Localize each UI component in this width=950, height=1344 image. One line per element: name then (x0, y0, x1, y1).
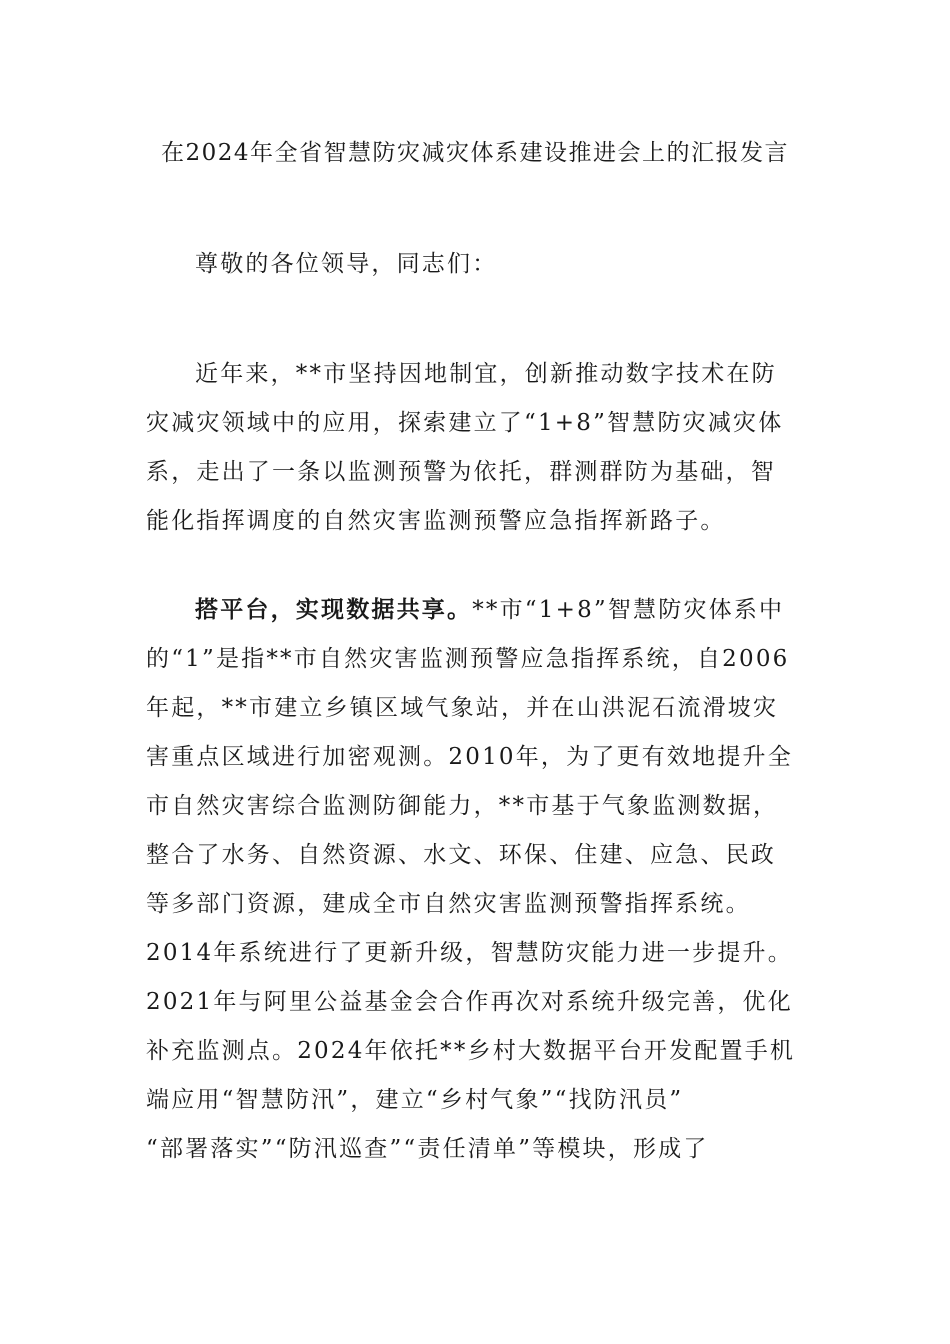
paragraph-line: 能化指挥调度的自然灾害监测预警应急指挥新路子。 (146, 508, 726, 534)
paragraph-line: 系，走出了一条以监测预警为依托，群测群防为基础，智 (146, 459, 776, 485)
salutation-text: 尊敬的各位领导，同志们： (195, 251, 498, 277)
paragraph-line-rest: **市“1+8”智慧防灾体系中 (472, 597, 785, 623)
paragraph-line: 近年来，**市坚持因地制宜，创新推动数字技术在防 (195, 361, 777, 387)
paragraph-line: 2021年与阿里公益基金会合作再次对系统升级完善，优化 (146, 989, 793, 1015)
paragraph-line: 端应用“智慧防汛”，建立“乡村气象”“找防汛员” (146, 1087, 684, 1113)
paragraph-intro (146, 350, 808, 546)
paragraph-line: 灾减灾领域中的应用，探索建立了“1+8”智慧防灾减灾体 (146, 410, 784, 436)
document-title: 在2024年全省智慧防灾减灾体系建设推进会上的汇报发言 (160, 140, 790, 166)
section-heading: 搭平台，实现数据共享。 (195, 596, 473, 623)
paragraph-line: 害重点区域进行加密观测。2010年，为了更有效地提升全 (146, 744, 793, 770)
paragraph-line: 年起，**市建立乡镇区域气象站，并在山洪泥石流滑坡灾 (146, 695, 779, 721)
paragraph-line: 整合了水务、自然资源、水文、环保、住建、应急、民政 (146, 842, 776, 868)
paragraph-line: “部署落实”“防汛巡查”“责任清单”等模块，形成了 (146, 1136, 709, 1162)
paragraph-line: 的“1”是指**市自然灾害监测预警应急指挥系统，自2006 (146, 646, 790, 672)
paragraph-line: 补充监测点。2024年依托**乡村大数据平台开发配置手机 (146, 1038, 796, 1064)
salutation (146, 240, 808, 289)
paragraph-line: 市自然灾害综合监测防御能力，**市基于气象监测数据， (146, 793, 779, 819)
paragraph-platform (146, 585, 808, 1174)
paragraph-first-line (146, 585, 808, 635)
paragraph-line: 2014年系统进行了更新升级，智慧防灾能力进一步提升。 (146, 940, 793, 966)
paragraph-line: 等多部门资源，建成全市自然灾害监测预警指挥系统。 (146, 891, 751, 917)
